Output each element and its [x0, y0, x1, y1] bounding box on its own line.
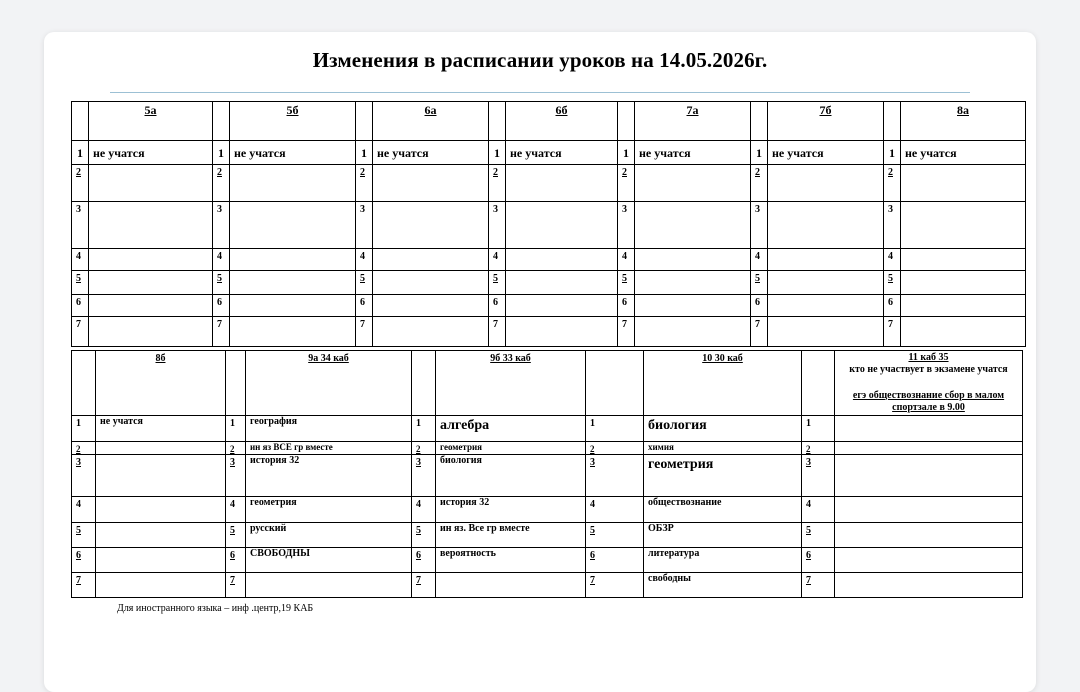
lesson-cell: свободны — [644, 573, 802, 598]
lesson-cell — [230, 165, 356, 202]
lesson-cell — [230, 202, 356, 249]
lesson-number-cell: 7 — [751, 317, 768, 347]
lesson-cell — [89, 271, 213, 295]
num-header-cell — [751, 102, 768, 141]
lesson-cell — [768, 271, 884, 295]
table-header-row — [72, 102, 1026, 141]
lesson-number-cell: 2 — [489, 165, 506, 202]
lesson-cell — [768, 295, 884, 317]
lesson-cell — [373, 165, 489, 202]
lesson-cell — [835, 442, 1023, 455]
table-row — [72, 442, 1023, 455]
lesson-number-cell: 5 — [412, 523, 436, 548]
lesson-number-cell: 4 — [412, 497, 436, 523]
lesson-cell — [230, 249, 356, 271]
lesson-number-cell: 7 — [226, 573, 246, 598]
class-header-5a: 5а — [89, 102, 213, 141]
class-header-8b: 8б — [96, 351, 226, 416]
page-title: Изменения в расписании уроков на 14.05.2026г. — [312, 48, 768, 72]
lesson-number-cell: 6 — [213, 295, 230, 317]
lesson-cell — [89, 202, 213, 249]
lesson-cell — [835, 573, 1023, 598]
num-header-cell — [412, 351, 436, 416]
lesson-number-cell: 1 — [802, 416, 835, 442]
num-header-cell — [489, 102, 506, 141]
lesson-cell — [373, 317, 489, 347]
lesson-number-cell: 3 — [213, 202, 230, 249]
lesson-number-cell: 1 — [618, 141, 635, 165]
lesson-number-cell: 7 — [412, 573, 436, 598]
class-header-9a: 9а 34 каб — [246, 351, 412, 416]
lesson-number-cell: 2 — [72, 165, 89, 202]
lesson-cell — [835, 497, 1023, 523]
lesson-number-cell: 4 — [72, 497, 96, 523]
lesson-number-cell: 7 — [356, 317, 373, 347]
lesson-cell — [901, 317, 1026, 347]
lesson-cell — [230, 271, 356, 295]
lesson-number-cell: 2 — [618, 165, 635, 202]
table-row — [72, 455, 1023, 497]
lesson-cell — [635, 202, 751, 249]
lesson-number-cell: 4 — [751, 249, 768, 271]
lesson-number-cell: 2 — [802, 442, 835, 455]
lesson-cell — [230, 295, 356, 317]
class-header-7a: 7а — [635, 102, 751, 141]
lesson-cell — [506, 165, 618, 202]
lesson-cell: литература — [644, 548, 802, 573]
class-header-7b: 7б — [768, 102, 884, 141]
lesson-number-cell: 7 — [72, 573, 96, 598]
lesson-cell — [373, 295, 489, 317]
lesson-cell — [635, 271, 751, 295]
class-header-6b: 6б — [506, 102, 618, 141]
lesson-cell: геометрия — [644, 455, 802, 497]
lesson-cell: не учатся — [506, 141, 618, 165]
lesson-cell: история 32 — [246, 455, 412, 497]
lesson-cell — [246, 573, 412, 598]
table-row — [72, 141, 1026, 165]
lesson-number-cell: 3 — [586, 455, 644, 497]
lesson-number-cell: 6 — [226, 548, 246, 573]
lesson-number-cell: 4 — [884, 249, 901, 271]
table-row — [72, 249, 1026, 271]
lesson-number-cell: 2 — [751, 165, 768, 202]
lesson-number-cell: 3 — [618, 202, 635, 249]
num-header-cell — [356, 102, 373, 141]
class-header-6a: 6а — [373, 102, 489, 141]
lesson-cell — [635, 165, 751, 202]
lesson-cell — [835, 548, 1023, 573]
num-header-cell — [213, 102, 230, 141]
lesson-number-cell: 2 — [226, 442, 246, 455]
num-header-cell — [72, 351, 96, 416]
lesson-cell — [230, 317, 356, 347]
lesson-cell — [96, 455, 226, 497]
lesson-cell — [635, 295, 751, 317]
lesson-number-cell: 1 — [884, 141, 901, 165]
lesson-number-cell: 3 — [489, 202, 506, 249]
lesson-cell — [768, 202, 884, 249]
lesson-number-cell: 2 — [72, 442, 96, 455]
table-row — [72, 165, 1026, 202]
lesson-cell — [506, 202, 618, 249]
lesson-number-cell: 7 — [884, 317, 901, 347]
lesson-number-cell: 4 — [489, 249, 506, 271]
lesson-number-cell: 3 — [412, 455, 436, 497]
table-row — [72, 416, 1023, 442]
lesson-cell: география — [246, 416, 412, 442]
lesson-cell: обществознание — [644, 497, 802, 523]
lesson-cell: не учатся — [373, 141, 489, 165]
lesson-cell — [96, 523, 226, 548]
note-room: 11 каб 35 — [908, 352, 949, 363]
lesson-cell — [506, 295, 618, 317]
lesson-cell — [901, 202, 1026, 249]
lesson-number-cell: 4 — [72, 249, 89, 271]
lesson-number-cell: 6 — [356, 295, 373, 317]
lesson-number-cell: 1 — [489, 141, 506, 165]
lesson-cell: история 32 — [436, 497, 586, 523]
table-row — [72, 497, 1023, 523]
lesson-cell — [901, 249, 1026, 271]
num-header-cell — [884, 102, 901, 141]
num-header-cell — [618, 102, 635, 141]
table-row — [72, 548, 1023, 573]
num-header-cell — [72, 102, 89, 141]
lesson-cell — [96, 497, 226, 523]
lesson-cell — [96, 442, 226, 455]
lesson-number-cell: 6 — [618, 295, 635, 317]
lesson-cell — [901, 165, 1026, 202]
lesson-cell — [89, 165, 213, 202]
table-row — [72, 271, 1026, 295]
lesson-cell — [89, 249, 213, 271]
lesson-number-cell: 4 — [802, 497, 835, 523]
lesson-number-cell: 3 — [72, 455, 96, 497]
lesson-cell: геометрия — [246, 497, 412, 523]
lesson-cell: не учатся — [635, 141, 751, 165]
lesson-number-cell: 5 — [802, 523, 835, 548]
lesson-cell: алгебра — [436, 416, 586, 442]
lesson-number-cell: 6 — [72, 295, 89, 317]
lesson-number-cell: 4 — [226, 497, 246, 523]
lesson-number-cell: 4 — [356, 249, 373, 271]
table-row — [72, 573, 1023, 598]
lesson-cell: биология — [644, 416, 802, 442]
lesson-number-cell: 3 — [751, 202, 768, 249]
lesson-cell: не учатся — [901, 141, 1026, 165]
lesson-cell: ОБЗР — [644, 523, 802, 548]
num-header-cell — [802, 351, 835, 416]
lesson-number-cell: 1 — [226, 416, 246, 442]
lesson-cell — [96, 548, 226, 573]
lesson-number-cell: 2 — [412, 442, 436, 455]
schedule-table-senior — [71, 350, 1023, 598]
lesson-cell — [89, 295, 213, 317]
lesson-number-cell: 3 — [802, 455, 835, 497]
lesson-cell: СВОБОДНЫ — [246, 548, 412, 573]
lesson-number-cell: 4 — [586, 497, 644, 523]
class-header-9b: 9б 33 каб — [436, 351, 586, 416]
lesson-number-cell: 7 — [802, 573, 835, 598]
lesson-number-cell: 1 — [72, 141, 89, 165]
lesson-number-cell: 6 — [72, 548, 96, 573]
table-row — [72, 295, 1026, 317]
lesson-cell — [436, 573, 586, 598]
lesson-cell: не учатся — [768, 141, 884, 165]
lesson-number-cell: 5 — [586, 523, 644, 548]
document-page — [44, 32, 1036, 692]
lesson-cell: не учатся — [96, 416, 226, 442]
lesson-number-cell: 6 — [412, 548, 436, 573]
lesson-number-cell: 2 — [213, 165, 230, 202]
lesson-cell — [373, 249, 489, 271]
lesson-number-cell: 3 — [72, 202, 89, 249]
num-header-cell — [226, 351, 246, 416]
lesson-number-cell: 7 — [72, 317, 89, 347]
lesson-number-cell: 7 — [586, 573, 644, 598]
lesson-number-cell: 1 — [412, 416, 436, 442]
lesson-number-cell: 1 — [213, 141, 230, 165]
table-header-row — [72, 351, 1023, 416]
lesson-cell — [373, 271, 489, 295]
lesson-cell — [506, 271, 618, 295]
lesson-number-cell: 7 — [213, 317, 230, 347]
lesson-cell — [901, 295, 1026, 317]
footnote: Для иностранного языка – инф .центр,19 КАБ — [117, 603, 314, 614]
lesson-cell: не учатся — [89, 141, 213, 165]
lesson-number-cell: 6 — [802, 548, 835, 573]
lesson-cell — [635, 249, 751, 271]
lesson-cell — [901, 271, 1026, 295]
lesson-cell — [835, 416, 1023, 442]
lesson-number-cell: 1 — [751, 141, 768, 165]
table-row — [72, 317, 1026, 347]
lesson-number-cell: 3 — [226, 455, 246, 497]
lesson-cell — [373, 202, 489, 249]
lesson-number-cell: 7 — [618, 317, 635, 347]
lesson-number-cell: 3 — [356, 202, 373, 249]
lesson-number-cell: 1 — [356, 141, 373, 165]
lesson-cell: ин яз. Все гр вместе — [436, 523, 586, 548]
class-header-5b: 5б — [230, 102, 356, 141]
lesson-cell — [506, 317, 618, 347]
lesson-number-cell: 5 — [489, 271, 506, 295]
lesson-cell — [96, 573, 226, 598]
lesson-cell: русский — [246, 523, 412, 548]
lesson-number-cell: 6 — [751, 295, 768, 317]
lesson-cell — [506, 249, 618, 271]
lesson-number-cell: 2 — [884, 165, 901, 202]
lesson-cell: ин яз ВСЕ гр вместе — [246, 442, 412, 455]
schedule-table-junior — [71, 101, 1026, 347]
table-row — [72, 523, 1023, 548]
title-divider — [110, 92, 970, 93]
lesson-number-cell: 4 — [213, 249, 230, 271]
lesson-number-cell: 5 — [226, 523, 246, 548]
lesson-number-cell: 5 — [213, 271, 230, 295]
lesson-cell: не учатся — [230, 141, 356, 165]
lesson-cell — [835, 455, 1023, 497]
lesson-number-cell: 5 — [356, 271, 373, 295]
lesson-number-cell: 5 — [884, 271, 901, 295]
lesson-number-cell: 1 — [586, 416, 644, 442]
class-header-11-note — [835, 351, 1023, 416]
table-row — [72, 202, 1026, 249]
note-instruction: кто не участвует в экзамене учатся — [849, 364, 1008, 375]
lesson-number-cell: 6 — [489, 295, 506, 317]
lesson-number-cell: 7 — [489, 317, 506, 347]
lesson-number-cell: 2 — [356, 165, 373, 202]
lesson-cell: геометрия — [436, 442, 586, 455]
class-header-8a: 8а — [901, 102, 1026, 141]
num-header-cell — [586, 351, 644, 416]
lesson-cell — [768, 165, 884, 202]
lesson-cell — [768, 249, 884, 271]
lesson-number-cell: 5 — [72, 523, 96, 548]
lesson-number-cell: 1 — [72, 416, 96, 442]
class-header-10: 10 30 каб — [644, 351, 802, 416]
lesson-cell — [835, 523, 1023, 548]
lesson-number-cell: 5 — [72, 271, 89, 295]
lesson-number-cell: 6 — [586, 548, 644, 573]
lesson-number-cell: 5 — [751, 271, 768, 295]
lesson-number-cell: 5 — [618, 271, 635, 295]
lesson-cell — [89, 317, 213, 347]
lesson-number-cell: 3 — [884, 202, 901, 249]
lesson-cell — [635, 317, 751, 347]
lesson-number-cell: 6 — [884, 295, 901, 317]
lesson-cell — [768, 317, 884, 347]
lesson-cell: химия — [644, 442, 802, 455]
lesson-number-cell: 4 — [618, 249, 635, 271]
lesson-cell: вероятность — [436, 548, 586, 573]
lesson-cell: биология — [436, 455, 586, 497]
note-exam: егэ обществознание сбор в малом спортзале в 9.00 — [852, 390, 1005, 413]
lesson-number-cell: 2 — [586, 442, 644, 455]
